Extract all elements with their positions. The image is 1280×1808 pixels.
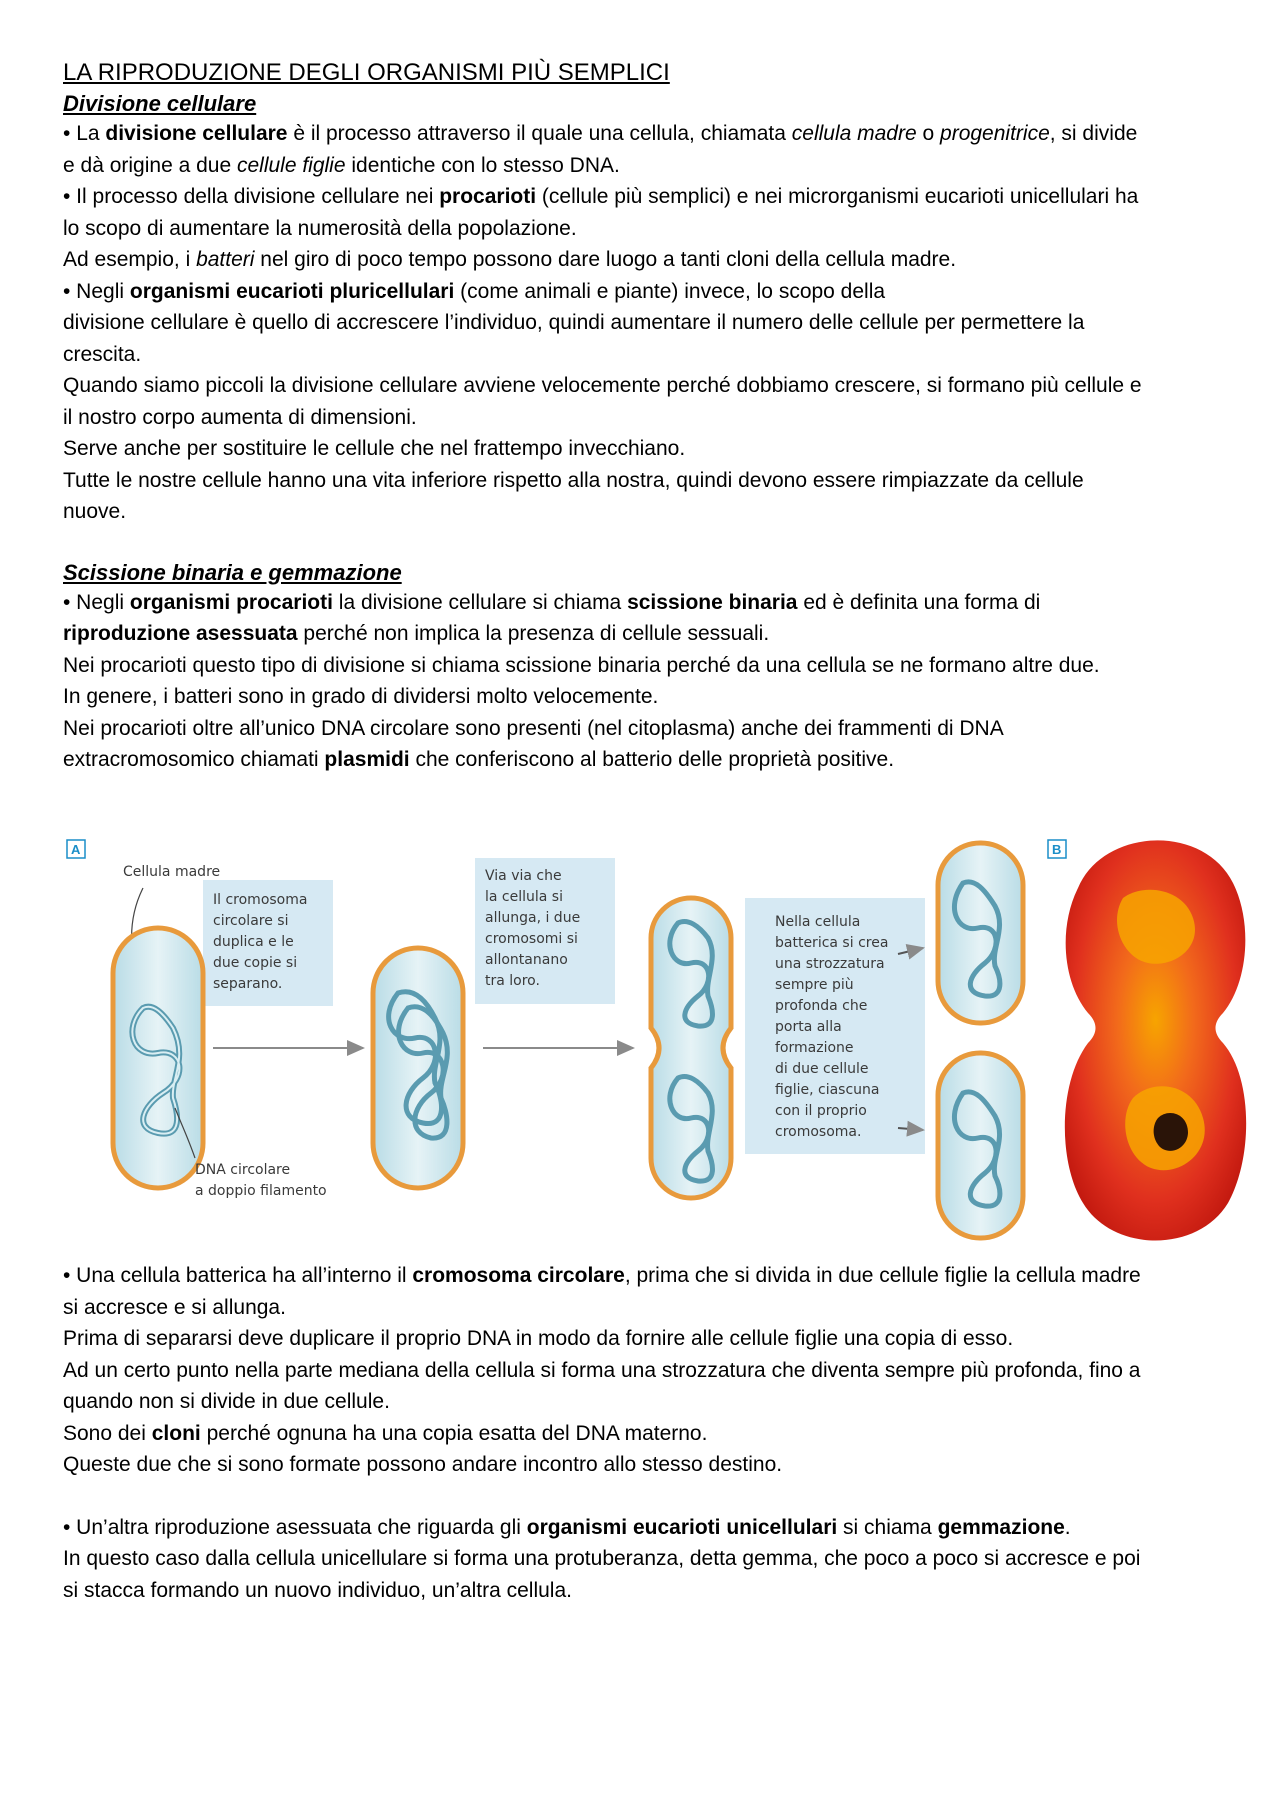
caption-box-1 — [203, 880, 333, 1006]
cell-daughter-top — [938, 843, 1023, 1023]
document-page — [63, 58, 1143, 776]
section-title-scissione: Scissione binaria e gemmazione — [63, 559, 402, 585]
section-title-divisione: Divisione cellulare — [63, 91, 257, 116]
svg-text:Il cromosomacircolare siduplic: Il cromosoma circolare si duplica e le due copie si separano. — [213, 892, 308, 992]
cell-elongated — [651, 898, 731, 1198]
paragraph: • Un’altra riproduzione asessuata che riguarda gli organismi eucarioti unicellulari si chiama gemmazione. — [63, 1515, 1071, 1539]
paragraph: Ad esempio, i batteri nel giro di poco tempo possono dare luogo a tanti cloni della cellula madre. — [63, 248, 957, 271]
paragraph: Queste due che si sono formate possono andare incontro allo stesso destino. — [63, 1453, 783, 1476]
paragraph: Ad un certo punto nella parte mediana della cellula si forma una strozzatura che diventa sempre più profonda, fino a quando non si divide in due cellule. — [63, 1358, 1141, 1413]
cell-daughter-bottom — [938, 1053, 1023, 1238]
paragraph: Nei procarioti questo tipo di divisione si chiama scissione binaria perché da una cellula se ne formano altre due. — [63, 653, 1100, 677]
svg-text:B: B — [1052, 842, 1062, 857]
label-dna-circolare: DNA circolare a doppio filamento — [195, 1162, 327, 1199]
paragraph: • Negli organismi procarioti la divisione cellulare si chiama scissione binaria ed è definita una forma di riproduzione asessuata perché non implica la presenza di cellule sessuali. — [63, 590, 1041, 645]
badge-b — [1048, 840, 1066, 858]
svg-text:Via via chela cellula siallung: Via via che la cellula si allunga, i due cromosomi si allontanano tra loro. — [485, 868, 581, 989]
paragraph: Serve anche per sostituire le cellule che nel frattempo invecchiano. — [63, 437, 686, 460]
paragraph: • Una cellula batterica ha all’interno il cromosoma circolare, prima che si divida in due cellule figlie la cellula madre si accresce e si allunga. — [63, 1264, 1141, 1319]
paragraph: • La divisione cellulare è il processo attraverso il quale una cellula, chiamata cellula madre o progenitrice, si divide e dà origine a due cellule figlie identiche con lo stesso DNA. — [63, 122, 1138, 177]
micrograph-dividing-bacterium — [1065, 840, 1246, 1240]
paragraph: In genere, i batteri sono in grado di dividersi molto velocemente. — [63, 685, 659, 708]
paragraph: • Il processo della divisione cellulare nei procarioti (cellule più semplici) e nei microrganismi eucarioti unicellulari ha lo scopo di aumentare la numerosità della popolazione. — [63, 185, 1139, 240]
after-figure-text — [63, 1260, 1143, 1606]
caption-box-3 — [745, 898, 925, 1154]
paragraph: • Negli organismi eucarioti pluricellulari (come animali e piante) invece, lo scopo della divisione cellulare è quello di accrescere l’individuo, quindi aumentare il numero delle cellule per permettere la crescita. — [63, 279, 1085, 366]
paragraph: Tutte le nostre cellule hanno una vita inferiore rispetto alla nostra, quindi devono essere rimpiazzate da cellule nuove. — [63, 468, 1084, 523]
paragraph: Sono dei cloni perché ognuna ha una copia esatta del DNA materno. — [63, 1421, 708, 1445]
paragraph: Prima di separarsi deve duplicare il proprio DNA in modo da fornire alle cellule figlie una copia di esso. — [63, 1327, 1014, 1350]
cell-duplicating — [373, 948, 463, 1188]
label-cellula-madre: Cellula madre — [123, 864, 221, 880]
svg-text:Nella cellulabatterica si crea: Nella cellula batterica si crea una strozzatura sempre più profonda che porta alla formazione di due cellule figlie, ciascuna con il proprio cromosoma. — [775, 914, 889, 1140]
paragraph: Quando siamo piccoli la divisione cellulare avviene velocemente perché dobbiamo crescere, si formano più cellule e il nostro corpo aumenta di dimensioni. — [63, 374, 1142, 429]
paragraph: In questo caso dalla cellula unicellulare si forma una protuberanza, detta gemma, che poco a poco si accresce e poi si stacca formando un nuovo individuo, un’altra cellula. — [63, 1547, 1141, 1602]
badge-a — [67, 840, 85, 858]
paragraph: Nei procarioti oltre all’unico DNA circolare sono presenti (nel citoplasma) anche dei frammenti di DNA extracromosomico chiamati plasmidi che conferiscono al batterio delle proprietà positive. — [63, 716, 1003, 771]
cell-madre — [113, 928, 203, 1188]
caption-box-2 — [475, 858, 615, 1004]
binary-fission-figure — [63, 828, 1253, 1248]
document-title: LA RIPRODUZIONE DEGLI ORGANISMI PIÙ SEMPLICI — [63, 59, 670, 86]
svg-text:A: A — [71, 842, 81, 857]
